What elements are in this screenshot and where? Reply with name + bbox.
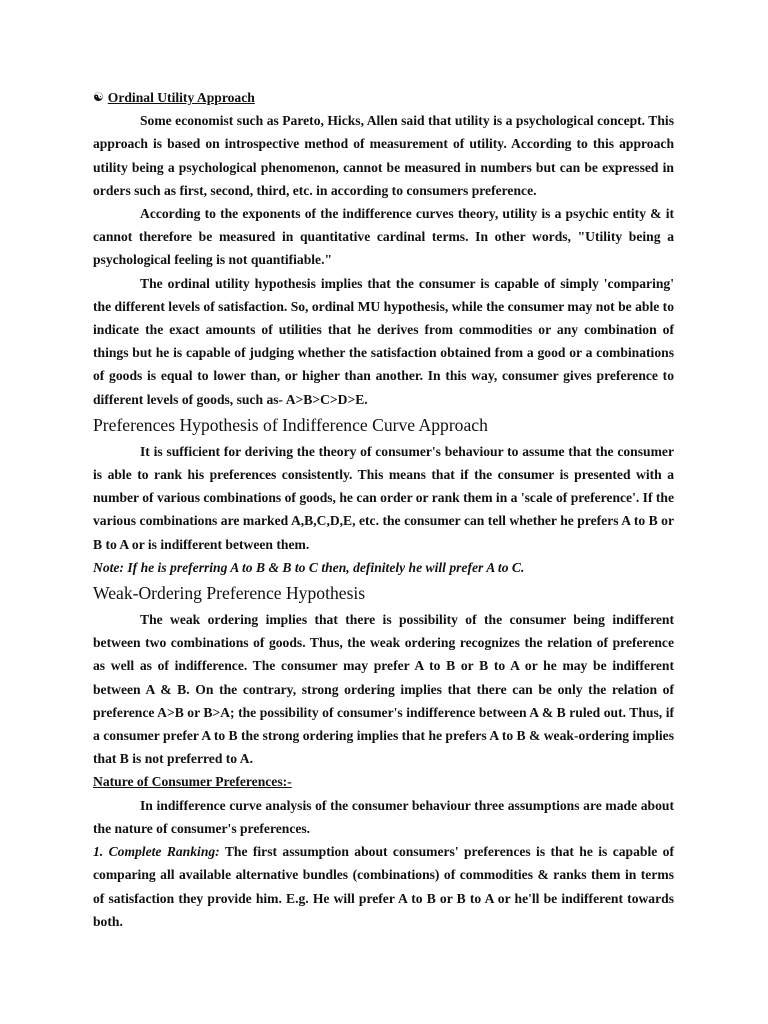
list-item-text: The first assumption about consumers' preferences is that he is capable of comparing all available alternative bundles (combinations) of commodities & ranks them in terms of satisfaction they provide him. E.g. He will prefer A to B or B to A or he'll be indifferent towards both.	[93, 844, 674, 929]
section-heading-weak-ordering: Weak-Ordering Preference Hypothesis	[93, 583, 366, 604]
paragraph: In indifference curve analysis of the consumer behaviour three assumptions are made about the nature of consumer's preferences.	[93, 797, 674, 836]
paragraph: According to the exponents of the indifference curves theory, utility is a psychic entity & it cannot therefore be measured in quantitative cardinal terms. In other words, "Utility being a psychological feeling is not quantifiable."	[93, 206, 674, 268]
list-item-label: 1. Complete Ranking:	[93, 844, 220, 860]
yin-yang-bullet-icon: ☯	[93, 90, 104, 104]
list-item-complete-ranking	[93, 840, 674, 933]
section-heading-nature-of-preferences: Nature of Consumer Preferences:-	[93, 774, 292, 790]
paragraph: The weak ordering implies that there is possibility of the consumer being indifferent between two combinations of goods. Thus, the weak ordering recognizes the relation of preference as well as of indifference. The consumer may prefer A to B or B to A or he may be indifferent between A & B. On the contrary, strong ordering implies that there can be only the relation of preference A>B or B>A; the possibility of consumer's indifference between A & B ruled out. Thus, if a consumer prefer A to B the strong ordering implies that he prefers A to B & weak-ordering implies that B is not preferred to A.	[93, 612, 674, 767]
heading-text: Ordinal Utility Approach	[107, 90, 255, 105]
note-text: Note: If he is preferring A to B & B to C then, definitely he will prefer A to C.	[93, 559, 525, 575]
document-page	[93, 86, 674, 933]
section-heading-preferences-hypothesis: Preferences Hypothesis of Indifference Curve Approach	[93, 414, 488, 435]
paragraph: It is sufficient for deriving the theory of consumer's behaviour to assume that the consumer is able to rank his preferences consistently. This means that if the consumer is presented with a number of various combinations of goods, he can order or rank them in a 'scale of preference'. If the various combinations are marked A,B,C,D,E, etc. the consumer can tell whether he prefers A to B or B to A or is indifferent between them.	[93, 443, 674, 552]
paragraph: Some economist such as Pareto, Hicks, Allen said that utility is a psychological concept. This approach is based on introspective method of measurement of utility. According to this approach utility being a psychological phenomenon, cannot be measured in numbers but can be expressed in orders such as first, second, third, etc. in according to consumers preference.	[93, 113, 674, 198]
paragraph: The ordinal utility hypothesis implies that the consumer is capable of simply 'comparing' the different levels of satisfaction. So, ordinal MU hypothesis, while the consumer may not be able to indicate the exact amounts of utilities that he derives from commodities or any combination of things but he is capable of judging whether the satisfaction obtained from a good or a combinations of goods is equal to lower than, or higher than another. In this way, consumer gives preference to different levels of goods, such as- A>B>C>D>E.	[93, 275, 674, 407]
section-heading-ordinal-utility	[93, 86, 674, 109]
